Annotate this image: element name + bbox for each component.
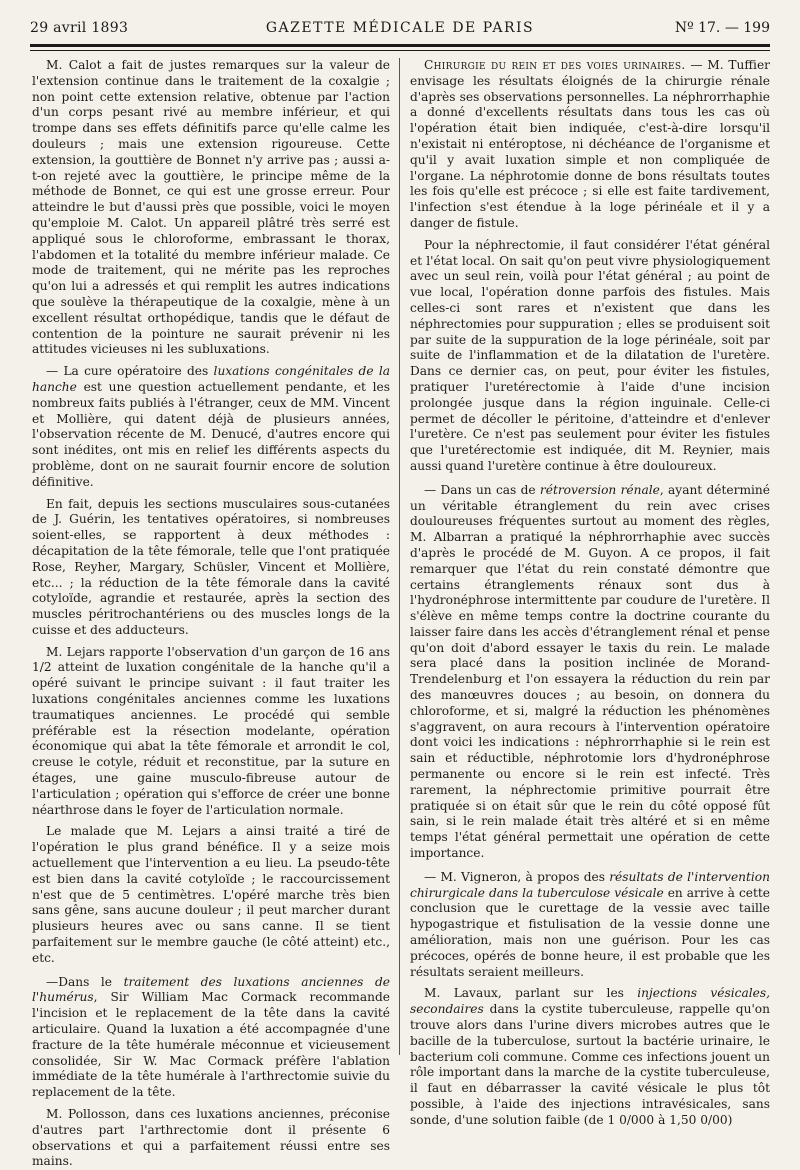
paragraph-lejars-observation: M. Lejars rapporte l'observation d'un garçon de 16 ans 1/2 atteint de luxation congénitale de la hanche qu'il a opéré suivant le principe suivant : il faut traiter les luxations congénitales anciennes comme les luxations traumatiques anciennes. Le procédé qui semble préférable est la résection modelante, opération économique qui abat la tête fémorale et arrondit le col, creuse le cotyle, réduit et reconstitue, par la suture en étages, une gaine musculo-fibreuse autour de l'articulation ; opération qui s'efforce de créer une bonne néarthrose dans le foyer de l'articulation normale. — [32, 644, 390, 817]
left-column — [32, 58, 390, 1169]
header-rule-thin — [30, 50, 770, 51]
paragraph-luxations-congenitales: — La cure opératoire des luxations congénitales de la hanche est une question actuellement pendante, et les nombreux faits publiés à l'étranger, ceux de MM. Vincent et Mollière, qui datent déjà de plusieurs années, l'observation récente de M. Denucé, d'autres encore qui sont inédites, ont mis en relief les différents aspects du problème, dont on ne saurait fournir encore de solution définitive. — [32, 364, 390, 489]
paragraph-lejars-resultat: Le malade que M. Lejars a ainsi traité a tiré de l'opération le plus grand bénéfice. Il y a seize mois actuellement que l'intervention a eu lieu. La pseudo-tête est bien dans la cavité cotyloïde ; le raccourcissement n'est que de 5 centimètres. L'opéré marche très bien sans gêne, sans aucune douleur ; il peut marcher durant plusieurs heures avec ou sans canne. Il se tient parfaitement sur le membre gauche (le côté atteint) etc., etc. — [32, 824, 390, 965]
paragraph-lavaux-injections: M. Lavaux, parlant sur les injections vésicales, secondaires dans la cystite tuberculeuse, rappelle qu'on trouve alors dans l'urine divers microbes autres que le bacille de la tuberculose, surtout la bactérie urinaire, le bacterium coli commune. Comme ces infections jouent un rôle important dans la marche de la cystite tuberculeuse, il faut en débarrasser la cavité vésicale le plus tôt possible, à l'aide des injections intravésicales, sans sonde, d'une solution faible (de 1 0/000 à 1,50 0/00) — [410, 986, 770, 1127]
paragraph-pollosson: M. Pollosson, dans ces luxations anciennes, préconise d'autres part l'arthrectomie dont il présente 6 observations et qui a parfaitement réussi entre ses mains. — [32, 1107, 390, 1169]
paragraph-nephrectomie: Pour la néphrectomie, il faut considérer l'état général et l'état local. On sait qu'on peut vivre physiologiquement avec un seul rein, voilà pour l'état général ; au point de vue local, l'opération donne parfois des fistules. Mais celles-ci sont rares et n'existent que dans les néphrectomies pour suppuration ; elles se produisent soit par suite de la suppuration de la loge périnéale, soit par suite de l'inflammation et de la dilatation de l'uretère. Dans ce dernier cas, on peut, pour éviter les fistules, pratiquer l'uretérectomie à l'aide d'une incision prolongée jusque dans la région inguinale. Celle-ci permet de décoller le péritoine, d'atteindre et d'enlever l'uretère. Ce n'est pas seulement pour éviter les fistules que l'uretérectomie est indiquée, dit M. Reynier, mais aussi quand l'uretère continue à être douloureux. — [410, 237, 770, 473]
paragraph-retroversion-renale: — Dans un cas de rétroversion rénale, ayant déterminé un véritable étranglement du rein avec crises douloureuses fréquentes surtout au moment des règles, M. Albarran a pratiqué la néphrorrhaphie avec succès d'après le procédé de M. Guyon. A ce propos, il fait remarquer que l'état du rein constaté démontre que certains étranglements rénaux sont dus à l'hydronéphrose intermittente par coudure de l'uretère. Il s'élève en même temps contre la doctrine courante du laisser faire dans les accès d'étranglement rénal et pense qu'on doit d'abord essayer le taxis du rein. Le malade sera placé dans la position inclinée de Morand-Trendelenburg et l'on essayera la réduction du rein par des manœuvres douces ; au besoin, on donnera du chloroforme, et si, malgré la réduction les phénomènes s'aggravent, on aura recours à l'intervention opératoire dont voici les indications : néphrorrhaphie si le rein est sain et réductible, néphrotomie lors d'hydronéphrose permanente ou encore si le rein est infecté. Très rarement, la néphrectomie primitive pourrait être pratiquée si on était sûr que le rein du côté opposé fût sain, si le rein malade était très altéré et si en même temps l'état général permettait une opération de cette importance. — [410, 482, 770, 861]
publication-title: GAZETTE MÉDICALE DE PARIS — [265, 20, 535, 36]
column-divider — [399, 58, 400, 1055]
paragraph-luxations-humerus: —Dans le traitement des luxations anciennes de l'humérus, Sir William Mac Cormack recommande l'incision et le replacement de la tête dans la cavité articulaire. Quand la luxation a été accompagnée d'une fracture de la tête humérale méconnue et vicieusement consolidée, Sir W. Mac Cormack préfère l'ablation immédiate de la tête humérale à l'arthrectomie suivie du replacement de la tête. — [32, 974, 390, 1100]
page-header — [30, 14, 770, 48]
paragraph-calot-coxalgie: M. Calot a fait de justes remarques sur la valeur de l'extension continue dans le traitement de la coxalgie ; non point cette extension relative, obtenue par l'action d'un corps pesant rivé au membre inférieur, et qui trompe dans ses effets définitifs parce qu'elle calme les douleurs ; mais une extension rigoureuse. Cette extension, la gouttière de Bonnet n'y arrive pas ; aussi a-t-on rejeté avec la gouttière, le principe même de la méthode de Bonnet, ce qui est une grosse erreur. Pour atteindre le but d'aussi près que possible, voici le moyen qu'emploie M. Calot. Un appareil plâtré très serré est appliqué sous le chloroforme, embrassant le thorax, l'abdomen et la totalité du membre inférieur malade. Ce mode de traitement, qui ne mérite pas les reproches qu'on lui a adressés et qui remplit les autres indications que soulève la thérapeutique de la coxalgie, mène à un excellent résultat orthopédique, tandis que le défaut de contention de la pointure ne saurait prévenir ni les attitudes vicieuses ni les subluxations. — [32, 58, 390, 357]
paragraph-vigneron-tuberculose: — M. Vigneron, à propos des résultats de l'intervention chirurgicale dans la tuberculose vésicale en arrive à cette conclusion que le curettage de la vessie avec taille hypogastrique et fistulisation de la vessie donne une amélioration, mais non une guérison. Pour les cas précoces, opérés de bonne heure, il est probable que les résultats seraient meilleurs. — [410, 869, 770, 979]
section-heading: Chirurgie du rein et des voies urinaires. — [424, 58, 686, 72]
issue-date: 29 avril 1893 — [30, 20, 129, 36]
paragraph-methodes-operatoires: En fait, depuis les sections musculaires sous-cutanées de J. Guérin, les tentatives opératoires, si nombreuses soient-elles, se rapportent à deux méthodes : décapitation de la tête fémorale, telle que l'ont pratiquée Rose, Reyher, Margary, Schüsler, Vincent et Mollière, etc... ; la réduction de la tête fémorale dans la cavité cotyloïde, agrandie et restaurée, après la section des muscles péritrochantériens ou des muscles longs de la cuisse et des adducteurs. — [32, 496, 390, 637]
issue-number: Nº 17. — 199 — [674, 20, 770, 36]
right-column — [410, 58, 770, 1127]
header-rule-thick — [30, 44, 770, 47]
paragraph-tuffier-chirurgie-renale: Chirurgie du rein et des voies urinaires. — M. Tuffier envisage les résultats éloignés de la chirurgie rénale d'après ses observations personnelles. La néphrorrhaphie a donné d'excellents résultats dans tous les cas où l'opération était bien indiquée, c'est-à-dire lorsqu'il n'existait ni entéroptose, ni déchéance de l'organisme et qu'il y avait luxation simple et non compliquée de l'organe. La néphrotomie donne de bons résultats toutes les fois qu'elle est précoce ; si elle est faite tardivement, l'infection s'est étendue à la loge périnéale et il y a danger de fistule. — [410, 58, 770, 230]
